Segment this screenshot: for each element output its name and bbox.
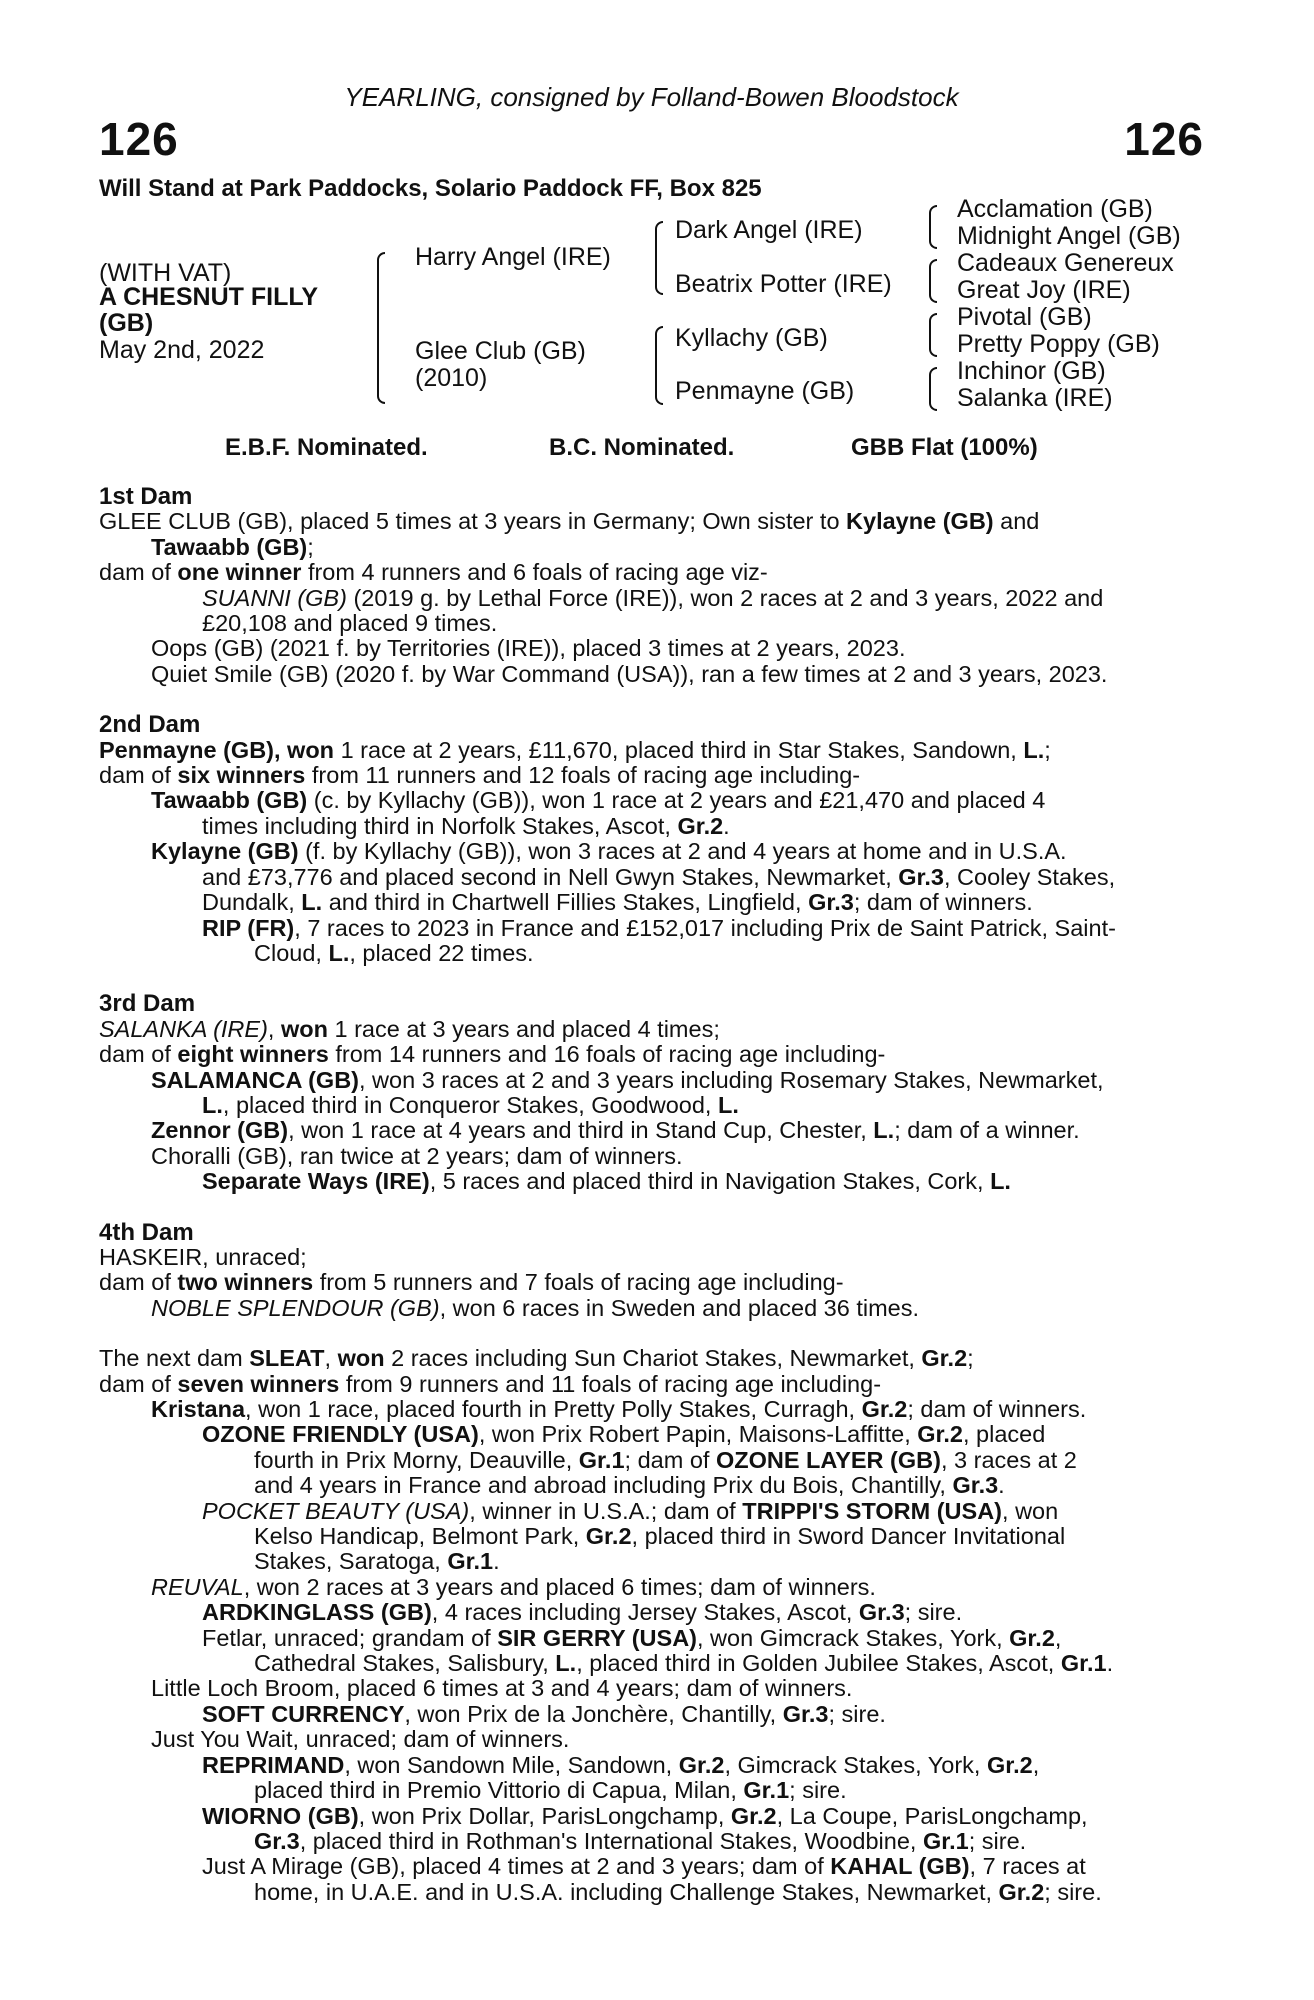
produce-record: Tawaabb (GB) (c. by Kyllachy (GB)), won 1 race at 2 years and £21,470 and placed 4 [151, 787, 1046, 814]
next-dam-text: dam of seven winners from 9 runners and 11 foals of racing age including- [99, 1370, 882, 1397]
dam-year: (2010) [415, 364, 488, 392]
produce-record: Oops (GB) (2021 f. by Territories (IRE)), placed 3 times at 2 years, 2023. [151, 635, 906, 662]
first-dam-heading: 1st Dam [99, 483, 193, 510]
produce-record: ARDKINGLASS (GB), 4 races including Jersey Stakes, Ascot, Gr.3; sire. [202, 1599, 963, 1626]
sdd: Great Joy (IRE) [957, 276, 1131, 304]
ebf-nomination: E.B.F. Nominated. [225, 434, 428, 461]
ssd: Midnight Angel (GB) [957, 222, 1181, 250]
pedigree-brace [929, 313, 937, 357]
dam-name: Glee Club (GB) [415, 337, 586, 365]
horse-name-line1: A CHESNUT FILLY [99, 283, 318, 311]
produce-record: Dundalk, L. and third in Chartwell Fillies Stakes, Lingfield, Gr.3; dam of winners. [202, 889, 1033, 916]
dss: Pivotal (GB) [957, 303, 1092, 331]
vat-note: (WITH VAT) [99, 259, 232, 287]
dds: Inchinor (GB) [957, 357, 1106, 385]
produce-record: REUVAL, won 2 races at 3 years and placed 6 times; dam of winners. [151, 1573, 876, 1600]
next-dam-text: The next dam SLEAT, won 2 races including Sun Chariot Stakes, Newmarket, Gr.2; [99, 1345, 974, 1372]
horse-name-line2: (GB) [99, 309, 154, 337]
produce-record: Gr.3, placed third in Rothman's International Stakes, Woodbine, Gr.1; sire. [254, 1827, 1027, 1854]
first-dam-text: dam of one winner from 4 runners and 6 foals of racing age viz- [99, 559, 768, 586]
produce-record: placed third in Premio Vittorio di Capua, Milan, Gr.1; sire. [254, 1777, 847, 1804]
produce-record: Cathedral Stakes, Salisbury, L., placed third in Golden Jubilee Stakes, Ascot, Gr.1. [254, 1650, 1114, 1677]
produce-record: times including third in Norfolk Stakes, Ascot, Gr.2. [202, 812, 730, 839]
third-dam-heading: 3rd Dam [99, 990, 196, 1018]
sire-dam: Beatrix Potter (IRE) [675, 270, 892, 298]
dam-sire: Kyllachy (GB) [675, 324, 828, 352]
first-dam-text: GLEE CLUB (GB), placed 5 times at 3 years in Germany; Own sister to Kylayne (GB) and [99, 508, 1040, 535]
sss: Acclamation (GB) [957, 195, 1153, 223]
third-dam-text: dam of eight winners from 14 runners and 16 foals of racing age including- [99, 1041, 886, 1068]
produce-record: Little Loch Broom, placed 6 times at 3 and 4 years; dam of winners. [151, 1675, 853, 1702]
catalogue-body [99, 484, 1204, 1905]
catalogue-page [99, 0, 1204, 2000]
fourth-dam-text: HASKEIR, unraced; [99, 1243, 307, 1270]
produce-record: L., placed third in Conqueror Stakes, Goodwood, L. [202, 1091, 739, 1118]
produce-record: Just You Wait, unraced; dam of winners. [151, 1726, 570, 1753]
fourth-dam-text: dam of two winners from 5 runners and 7 foals of racing age including- [99, 1269, 844, 1296]
produce-record: Kylayne (GB) (f. by Kyllachy (GB)), won 3 races at 2 and 4 years at home and in U.S.A. [151, 838, 1067, 865]
pedigree-brace [655, 221, 663, 295]
produce-record: Just A Mirage (GB), placed 4 times at 2 and 3 years; dam of KAHAL (GB), 7 races at [202, 1853, 1086, 1880]
consignment-line: YEARLING, consigned by Folland-Bowen Bloodstock [344, 82, 959, 112]
pedigree-brace [929, 205, 937, 249]
bc-nomination: B.C. Nominated. [549, 434, 735, 461]
produce-record: Zennor (GB), won 1 race at 4 years and third in Stand Cup, Chester, L.; dam of a winner. [151, 1117, 1080, 1144]
fourth-dam-heading: 4th Dam [99, 1218, 194, 1246]
produce-record: Quiet Smile (GB) (2020 f. by War Command (USA)), ran a few times at 2 and 3 years, 2023. [151, 660, 1108, 687]
date-of-birth: May 2nd, 2022 [99, 336, 265, 364]
produce-record: fourth in Prix Morny, Deauville, Gr.1; dam of OZONE LAYER (GB), 3 races at 2 [254, 1446, 1077, 1473]
pedigree-brace [655, 326, 663, 405]
pedigree-table [99, 195, 1204, 415]
pedigree-brace [377, 252, 385, 404]
produce-record: WIORNO (GB), won Prix Dollar, ParisLongchamp, Gr.2, La Coupe, ParisLongchamp, [202, 1802, 1088, 1829]
produce-record: POCKET BEAUTY (USA), winner in U.S.A.; dam of TRIPPI'S STORM (USA), won [202, 1497, 1059, 1524]
sire-name: Harry Angel (IRE) [415, 243, 611, 271]
pedigree-brace [929, 259, 937, 303]
produce-record: RIP (FR), 7 races to 2023 in France and £152,017 including Prix de Saint Patrick, Saint- [202, 914, 1116, 941]
produce-record: SUANNI (GB) (2019 g. by Lethal Force (IRE)), won 2 races at 2 and 3 years, 2022 and [202, 584, 1104, 611]
produce-record: SALAMANCA (GB), won 3 races at 2 and 3 years including Rosemary Stakes, Newmarket, [151, 1066, 1104, 1093]
produce-record: Cloud, L., placed 22 times. [254, 939, 534, 966]
produce-record: OZONE FRIENDLY (USA), won Prix Robert Papin, Maisons-Laffitte, Gr.2, placed [202, 1421, 1046, 1448]
produce-record: Kelso Handicap, Belmont Park, Gr.2, placed third in Sword Dancer Invitational [254, 1523, 1066, 1550]
sire-sire: Dark Angel (IRE) [675, 216, 863, 244]
gbb-flat: GBB Flat (100%) [851, 434, 1038, 461]
third-dam-text: SALANKA (IRE), won 1 race at 3 years and placed 4 times; [99, 1015, 720, 1042]
dam-dam: Penmayne (GB) [675, 377, 855, 405]
produce-record: SOFT CURRENCY, won Prix de la Jonchère, Chantilly, Gr.3; sire. [202, 1700, 886, 1727]
produce-record: Stakes, Saratoga, Gr.1. [254, 1548, 500, 1575]
pedigree-brace [929, 367, 937, 411]
produce-record: and 4 years in France and abroad including Prix du Bois, Chantilly, Gr.3. [254, 1472, 1005, 1499]
second-dam-heading: 2nd Dam [99, 711, 201, 739]
produce-record: NOBLE SPLENDOUR (GB), won 6 races in Sweden and placed 36 times. [151, 1294, 920, 1321]
produce-record: Separate Ways (IRE), 5 races and placed third in Navigation Stakes, Cork, L. [202, 1168, 1011, 1195]
ddd: Salanka (IRE) [957, 384, 1113, 412]
sds: Cadeaux Genereux [957, 249, 1174, 277]
produce-record: Kristana, won 1 race, placed fourth in Pretty Polly Stakes, Curragh, Gr.2; dam of winners. [151, 1396, 1087, 1422]
lot-number-left: 126 [99, 113, 179, 165]
produce-record: £20,108 and placed 9 times. [202, 610, 498, 637]
lot-number-right: 126 [1124, 113, 1204, 165]
first-dam-text: Tawaabb (GB); [151, 533, 314, 560]
stand-location: Will Stand at Park Paddocks, Solario Paddock FF, Box 825 [99, 175, 762, 202]
dsd: Pretty Poppy (GB) [957, 330, 1160, 358]
produce-record: Fetlar, unraced; grandam of SIR GERRY (USA), won Gimcrack Stakes, York, Gr.2, [202, 1624, 1062, 1651]
produce-record: REPRIMAND, won Sandown Mile, Sandown, Gr.2, Gimcrack Stakes, York, Gr.2, [202, 1751, 1040, 1778]
second-dam-text: Penmayne (GB), won 1 race at 2 years, £11,670, placed third in Star Stakes, Sandown, L.; [99, 736, 1051, 763]
produce-record: and £73,776 and placed second in Nell Gwyn Stakes, Newmarket, Gr.3, Cooley Stakes, [202, 863, 1116, 890]
produce-record: Choralli (GB), ran twice at 2 years; dam of winners. [151, 1142, 683, 1169]
second-dam-text: dam of six winners from 11 runners and 12 foals of racing age including- [99, 762, 861, 789]
produce-record: home, in U.A.E. and in U.S.A. including Challenge Stakes, Newmarket, Gr.2; sire. [254, 1878, 1102, 1905]
